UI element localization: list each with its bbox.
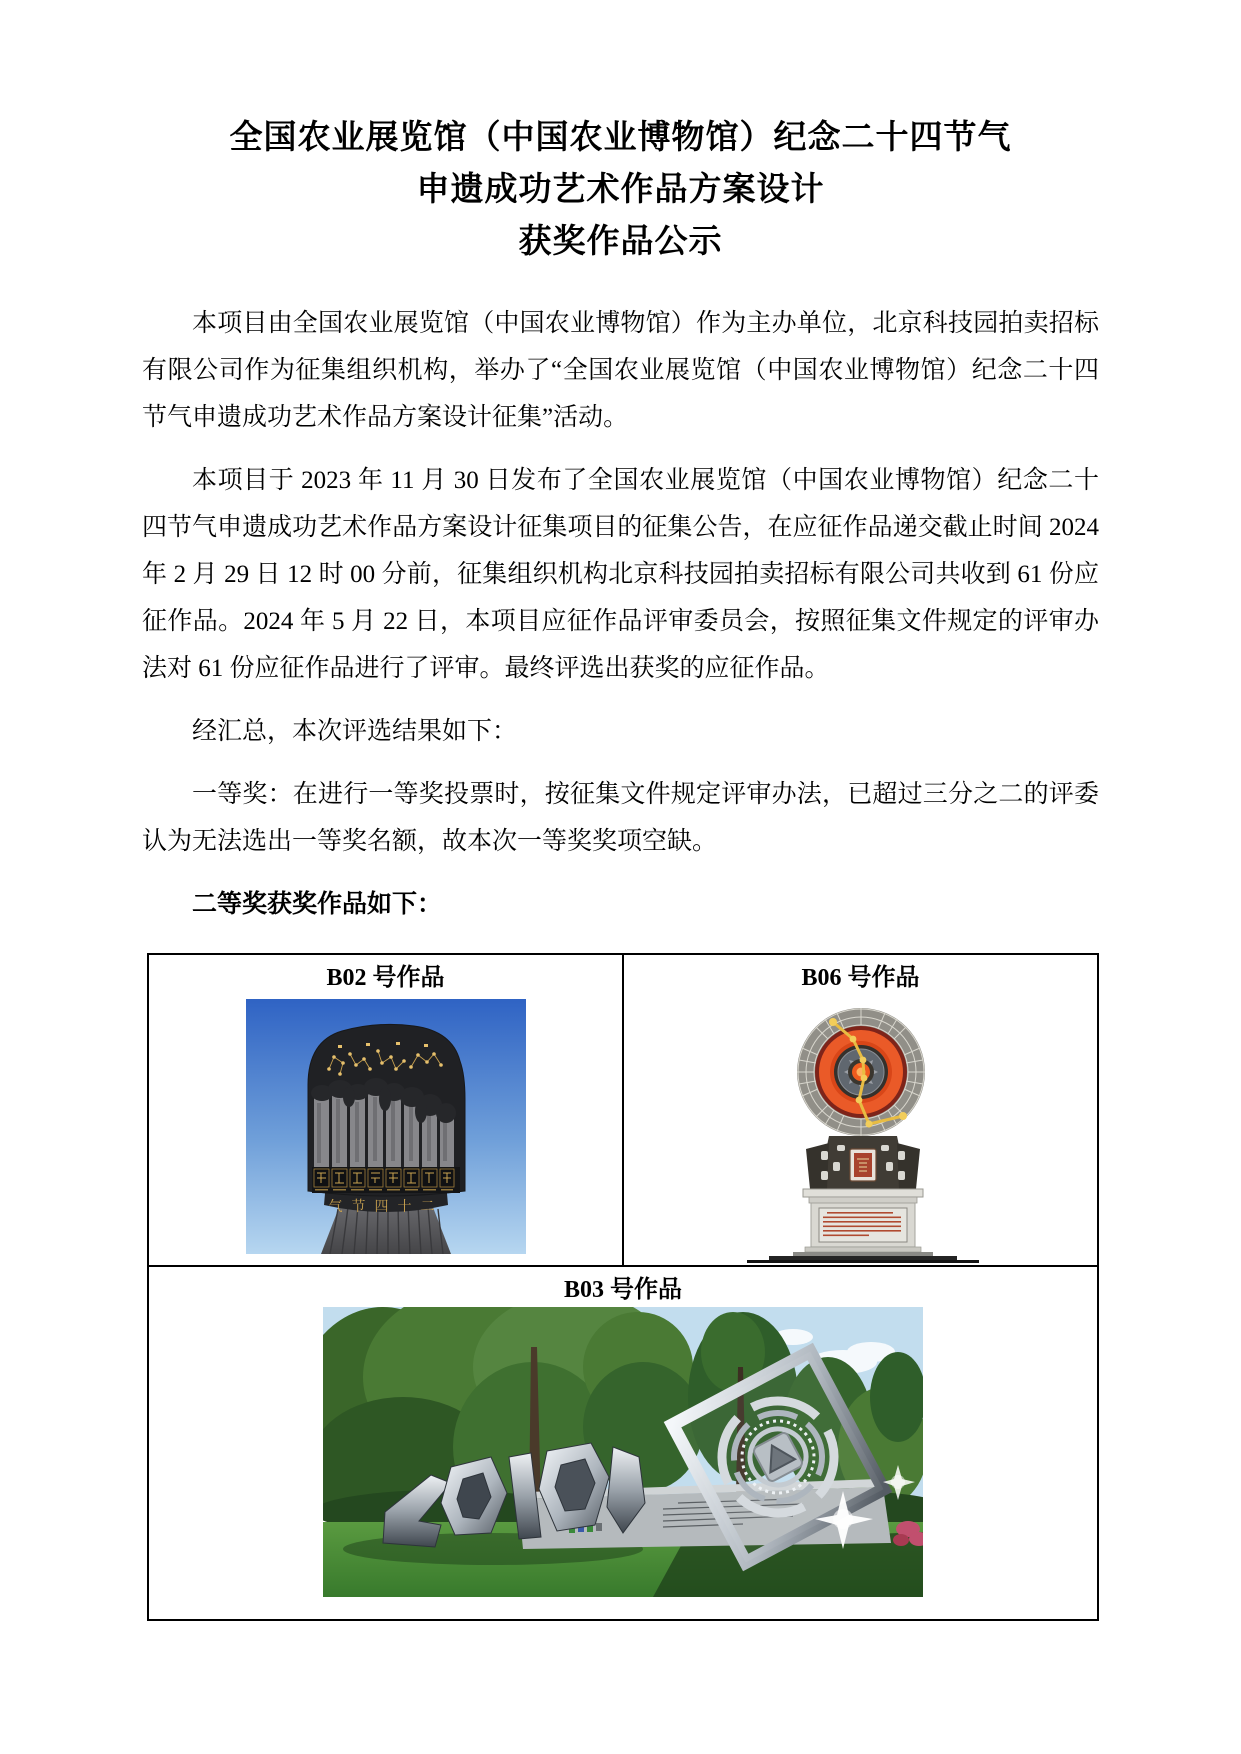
paragraph-first-prize: 一等奖：在进行一等奖投票时，按征集文件规定评审办法，已超过三分之二的评委认为无法选出一等奖名额，故本次一等奖奖项空缺。 xyxy=(142,781,1099,855)
artwork-b02-label: B02 号作品 xyxy=(326,965,445,991)
stone-pedestal xyxy=(803,1189,923,1252)
award-cell-b02 xyxy=(148,954,623,1266)
award-table xyxy=(147,953,1099,1621)
document-body xyxy=(142,300,1099,944)
award-cell-b03 xyxy=(148,1266,1098,1620)
artwork-b06-label: B06 号作品 xyxy=(801,965,920,991)
artwork-b03-label: B03 号作品 xyxy=(563,1277,682,1303)
stele-slab xyxy=(308,1024,465,1215)
paragraph-organizers: 本项目由全国农业展览馆（中国农业博物馆）作为主办单位，北京科技园拍卖招标有限公司作为征集组织机构，举办了“全国农业展览馆（中国农业博物馆）纪念二十四节气申遗成功艺术作品方案设计征集”活动。 xyxy=(142,310,1099,431)
solar-terms-disc xyxy=(797,1008,925,1136)
second-prize-heading: 二等奖获奖作品如下： xyxy=(192,891,443,918)
award-table-row-2 xyxy=(148,1266,1098,1620)
title-line-1: 全国农业展览馆（中国农业博物馆）纪念二十四节气 xyxy=(229,120,1012,156)
title-line-3: 获奖作品公示 xyxy=(518,224,723,260)
award-table-row-1 xyxy=(148,954,1098,1266)
title-line-2: 申遗成功艺术作品方案设计 xyxy=(416,172,825,208)
artwork-b02-image xyxy=(246,999,526,1254)
stele-inscription: 气节四十二 xyxy=(328,1200,443,1215)
paragraph-results-intro: 经汇总，本次评选结果如下： xyxy=(192,718,518,745)
paragraph-timeline: 本项目于 2023 年 11 月 30 日发布了全国农业展览馆（中国农业博物馆）纪念二十四节气申遗成功艺术作品方案设计征集项目的征集公告，在应征作品递交截止时间 2024 年 2 月 29 日 12 时 00 分前，征集组织机构北京科技园拍卖招标有限公司共收到 61 份应征作品。2024 年 5 月 22 日，本项目应征作品评审委员会，按照征集文件规定的评审办法对 61 份应征作品进行了评审。最终评选出获奖的应征作品。 xyxy=(142,467,1099,682)
artwork-b06-image xyxy=(711,999,1011,1263)
artwork-b03-image xyxy=(323,1307,923,1597)
seal-character-band xyxy=(312,1167,460,1193)
award-cell-b06 xyxy=(623,954,1098,1266)
document-title xyxy=(142,112,1099,268)
